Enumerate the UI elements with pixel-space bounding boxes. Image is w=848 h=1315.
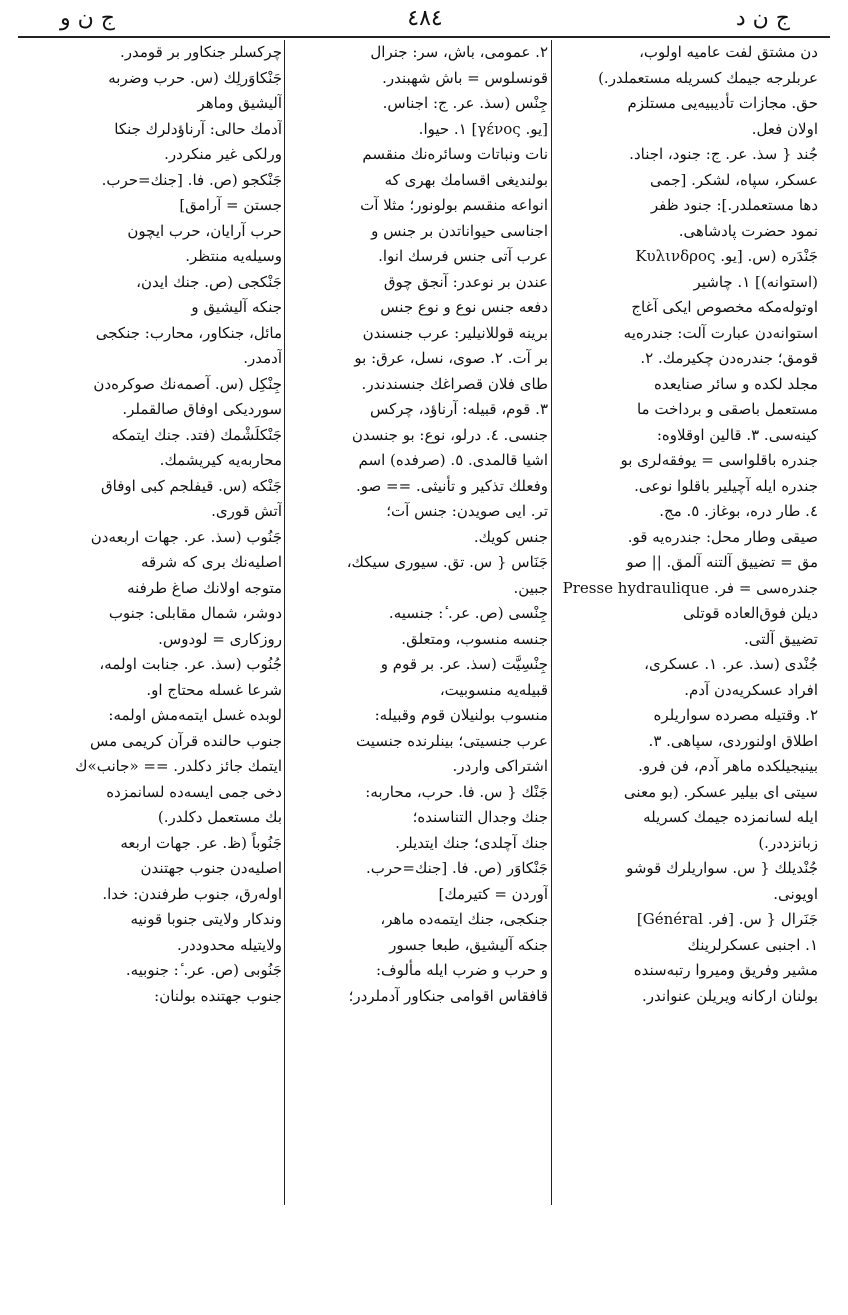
text-line: جَنْكاوَرلِك (س. حرب وضربه [108,68,282,87]
text-line: جِنْسِيَّت (سذ. عر. بر قوم و [380,655,548,673]
text-line: جنسى. ٤. درلو، نوع: بو جنسدن [351,425,548,444]
text-line: دفعه جنس نوع و نوع جنس [380,298,548,316]
text-line: جَنْكجى (ص. جنك ايدن، [136,272,282,291]
text-line: ايتمك جائز دكلدر. == «جانب»ك [75,757,282,775]
text-line: [يو. γένος] ١. حيوا. [418,119,548,138]
text-line: مائل، جنكاور، محارب: جنكجى [95,323,282,342]
column-divider [551,40,552,1205]
text-line: جُنُوب (سذ. عر. جنابت اولمه، [99,655,282,673]
text-line: جَنْدَره (س. [يو. Κυλινδρος [635,247,818,265]
page-number: ٤٨٤ [407,6,443,31]
text-line: جَنَاس { س. تق. سيورى سيكك، [346,553,548,571]
text-line: آتش قورى. [211,502,282,520]
text-line: آوردن = كتيرمك] [438,884,548,903]
text-line: جنوب جهتنده بولنان: [154,986,282,1005]
text-line: محاربه‌يه كيريشمك. [159,451,282,469]
text-line: جُنْديلك { س. سواريلرك قوشو [626,859,818,877]
text-line: بينيجيلكده ماهر آدم، فن فرو. [638,757,818,775]
text-line: چركسلر جنكاور بر قومدر. [119,43,282,61]
text-line: جِنْس (سذ. عر. ج: اجناس. [382,94,548,112]
text-line: شرعا غسله محتاج او. [146,680,282,699]
text-line: برينه قوللانيلير: عرب جنسندن [362,323,548,342]
text-line: اصليه‌دن جنوب جهتندن [140,859,282,877]
text-line: اشيا قالمدى. ٥. (صرفده) اسم [358,451,548,469]
text-line: مق = تضييق آلتنه آلمق. || صو [626,553,818,571]
text-line: زبانزددر.) [758,833,818,852]
text-line: جنكجى، جنك ايتمه‌ده ماهر، [380,910,548,928]
text-line: اشتراكى واردر. [452,757,548,775]
text-line: اوله‌رق، جنوب طرفندن: خدا. [102,884,282,903]
text-line: بر آت. ٢. صوى، نسل، عرق: بو [354,349,548,367]
text-line: جنك وجدال التناسنده؛ [412,808,548,826]
text-line: ٢. وقتيله مصرده سواريلره [653,706,818,724]
text-line: عندن بر نوعدر: آنجق چوق [383,272,548,291]
text-line: جَنْكجو (ص. فا. [جنك=حرب. [101,170,282,189]
header-rule [18,36,830,38]
text-line: (استوانه)] ١. چاشير [693,272,818,291]
text-line: جَنُوبى (ص. عر. ٔ: جنوبيه. [125,961,282,979]
text-line: اويونى. [773,884,818,903]
text-line: ١. اجنبى عسكرلرينك [687,935,818,954]
text-line: كينه‌سى. ٣. قالين اوقلاوه: [656,425,818,444]
text-line: جَنْك { س. فا. حرب، محاربه: [365,782,548,801]
text-line: عرب آتى جنس فرسك انوا. [378,247,548,265]
text-line: حرب آرايان، حرب ايچون [127,221,282,240]
text-line: طاى فلان قصراغك جنسندندر. [361,374,548,393]
text-line: مستعمل باصقى و برداخت ما [636,400,818,418]
text-line: ورلكى غير منكردر. [164,145,282,163]
text-line: عربلرجه جيمك كسريله مستعملدر.) [598,68,818,87]
text-line: جستن = آرامق] [179,196,282,214]
text-line: اصليه‌نك برى كه شرقه [141,553,282,571]
text-line: عرب جنسيتى؛ بينلرنده جنسيت [356,731,548,750]
text-line: جَنُوب (سذ. عر. جهات اربعه‌دن [90,527,282,546]
text-line: جِنْكِل (س. آصمه‌نك صوكره‌دن [93,374,282,393]
text-line: وندكار ولايتى جنوبا قونيه [130,910,282,928]
text-line: اولان فعل. [751,119,818,138]
text-line: سورديكى اوفاق صالقملر. [122,400,282,418]
text-line: قونسلوس = باش شهبندر. [382,68,548,87]
text-line: جنكه آليشيق و [191,298,282,316]
text-line: انواعه منقسم بولونور؛ مثلا آت [360,196,548,214]
text-line: قبيله‌يه منسوبيت، [439,680,548,699]
text-line: مجلد لكده و سائر صنايعده [653,374,818,393]
text-line: وفعلك تذكير و تأنيثى. == صو. [356,476,548,495]
text-line: ديلن فوق‌العاده قوتلى [683,604,818,622]
text-line: جندره باقلواسى = يوفقه‌لرى بو [620,451,818,469]
text-line: سيتى اى بيلير عسكر. (بو معنى [623,782,818,801]
text-line: لوبده غسل ايتمه‌مش اولمه: [108,706,282,724]
text-line: استوانه‌دن عبارت آلت: جندره‌يه [623,323,818,342]
text-line: دخى جمى ايسه‌ده لسانمزده [106,782,282,801]
text-line: عسكر، سپاه، لشكر. [جمى [650,170,818,189]
text-line: اوتوله‌مكه مخصوص ايكى آغاج [631,298,818,316]
text-line: بك مستعمل دكلدر.) [157,808,282,826]
text-line: وسيله‌يه منتظر. [185,247,282,265]
text-line: روزكارى = لودوس. [158,629,282,648]
column-left [20,40,282,1230]
text-line: جنسه منسوب، ومتعلق. [401,629,548,648]
text-line: تر. ايى صويدن: جنس آت؛ [386,502,548,520]
text-line: متوجه اولانك صاغ طرفنه [127,578,282,597]
header-right-keyword: ج ن د [735,6,790,31]
text-line: آليشيق وماهر [197,94,282,112]
text-line: آدمدر. [243,349,282,367]
text-line: مشير وفريق وميروا رتبه‌سنده [633,961,818,979]
text-line: جَنُوباً (ظ. عر. جهات اربعه [120,833,282,852]
text-line: جنوب حالنده قرآن كريمى مس [90,731,282,750]
text-line: قافقاس اقوامى جنكاور آدملردر؛ [348,986,548,1005]
text-line: جَنْكاوَر (ص. فا. [جنك=حرب. [365,859,548,877]
text-line: دن مشتق لفت عاميه اولوب، [639,43,818,61]
text-line: و حرب و ضرب ايله مألوف: [375,961,548,979]
text-line: بولنان اركانه ويريلن عنواندر. [642,986,818,1005]
text-line: جَنْكه (س. قيفلجم كبى اوفاق [100,476,282,495]
text-line: قومق؛ جندره‌دن چكيرمك. ٢. [640,349,818,367]
text-line: ٣. قوم، قبيله: آرناؤد، چركس [370,400,548,418]
page-header [0,0,848,38]
text-line: جَنَرال { س. [فر. Général] [636,910,818,928]
text-line: ٤. طار دره، بوغاز. ٥. مج. [659,502,818,520]
text-line: جندره‌سى = فر. Presse hydraulique [562,578,818,597]
text-line: ايله لسانمزده جيمك كسريله [643,808,818,826]
text-line: حق. مجازات تأديبيه‌يى مستلزم [627,94,818,112]
text-line: صيقى وطار محل: جندره‌يه قو. [627,527,818,546]
text-line: جُنْدى (سذ. عر. ١. عسكرى، [644,655,818,673]
text-line: جبين. [513,578,548,597]
text-line: نمود حضرت پادشاهى. [678,221,818,240]
text-line: افراد عسكريه‌دن آدم. [684,680,818,699]
text-line: جُند { سذ. عر. ج: جنود، اجناد. [629,145,818,163]
text-line: دوشر، شمال مقابلى: جنوب [108,604,282,622]
text-line: بولنديغى اقسامك بهرى كه [384,170,548,189]
text-line: جنس كويك. [473,527,548,546]
text-line: دها مستعملدر.]: جنود ظفر [650,196,818,214]
text-line: ٢. عمومى، باش، سر: جنرال [370,43,548,61]
text-line: جَنْكلَشْمك (فتد. جنك ايتمكه [111,425,282,444]
text-line: جِنْسى (ص. عر. ٔ: جنسيه. [388,604,548,622]
column-middle [288,40,548,1230]
text-line: اطلاق اولنوردى، سپاهى. ٣. [648,731,818,750]
text-line: ولايتيله محدوددر. [176,935,282,954]
text-line: جنك آچلدى؛ جنك ايتديلر. [395,833,548,852]
text-line: نات ونباتات وسائره‌نك منقسم [362,145,548,163]
text-line: تضييق آلتى. [743,629,818,648]
text-line: جندره ايله آچيلير باقلوا نوعى. [634,476,818,495]
text-line: اجناسى حيواناتدن بر جنس و [371,221,548,240]
text-line: منسوب بولنيلان قوم وقبيله: [374,706,548,724]
text-line: آدمك حالى: آرناؤدلرك جنكا [114,119,282,138]
header-left-keyword: ج ن و [60,6,115,31]
text-line: جنكه آليشيق، طبعا جسور [389,935,548,954]
column-divider [284,40,285,1205]
column-right [556,40,818,1230]
